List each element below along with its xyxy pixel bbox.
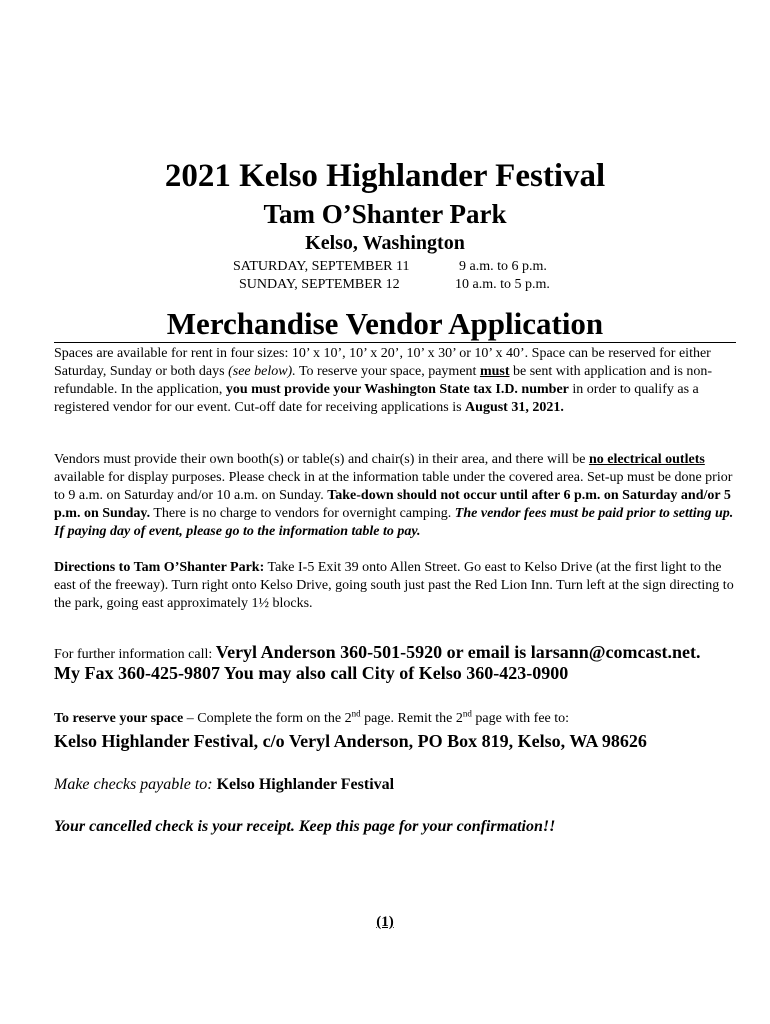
spaces-paragraph: Spaces are available for rent in four sizes: 10’ x 10’, 10’ x 20’, 10’ x 30’ or 10’ x 40’. Space can be reserved for either Saturday, Sunday or both days (see below). To reserve your space, payment must be sent with application and is non-refundable. In the application, you must provide your Washington State tax I.D. number in order to qualify as a registered vendor for our event. Cut-off date for receiving applications is August 31, 2021. bbox=[54, 346, 713, 415]
contact-line-1: For further information call: Veryl Anderson 360-501-5920 or email is larsann@comcast.net. bbox=[54, 642, 701, 662]
schedule-day-sunday: SUNDAY, SEPTEMBER 12 bbox=[239, 277, 400, 292]
schedule-hours-saturday: 9 a.m. to 6 p.m. bbox=[459, 259, 547, 274]
heading-divider bbox=[54, 342, 736, 343]
park-name: Tam O’Shanter Park bbox=[263, 199, 507, 229]
application-heading: Merchandise Vendor Application bbox=[166, 306, 604, 341]
mailing-address: Kelso Highlander Festival, c/o Veryl Anderson, PO Box 819, Kelso, WA 98626 bbox=[54, 731, 647, 751]
vendors-paragraph: Vendors must provide their own booth(s) or table(s) and chair(s) in their area, and there will be no electrical outlets available for display purposes. Please check in at the information table under the covered area. Set-up must be done prior to 9 a.m. on Saturday and/or 10 a.m. on Sunday. Take-down should not occur until after 6 p.m. on Saturday and/or 5 p.m. on Sunday. There is no charge to vendors for overnight camping. The vendor fees must be paid prior to setting up. If paying day of event, please go to the information table to pay. bbox=[54, 452, 734, 539]
payable-line: Make checks payable to: Kelso Highlander Festival bbox=[54, 776, 395, 793]
receipt-note: Your cancelled check is your receipt. Keep this page for your confirmation!! bbox=[54, 818, 556, 835]
festival-title: 2021 Kelso Highlander Festival bbox=[164, 158, 606, 194]
directions-paragraph: Directions to Tam O’Shanter Park: Take I-5 Exit 39 onto Allen Street. Go east to Kelso Drive (at the first light to the east of the freeway). Turn right onto Kelso Drive, going south just past the Red Lion Inn. Turn left at the sign directing to the park, going east approximately 1½ blocks. bbox=[54, 560, 734, 611]
city-name: Kelso, Washington bbox=[305, 232, 465, 254]
page-number: (1) bbox=[376, 914, 394, 930]
contact-email: Veryl Anderson 360-501-5920 or email is larsann@comcast.net. bbox=[215, 642, 701, 662]
contact-line-2: My Fax 360-425-9807 You may also call City of Kelso 360-423-0900 bbox=[54, 663, 569, 683]
schedule-day-saturday: SATURDAY, SEPTEMBER 11 bbox=[233, 259, 410, 274]
schedule-hours-sunday: 10 a.m. to 5 p.m. bbox=[455, 277, 550, 292]
reserve-instructions: To reserve your space – Complete the form on the 2nd page. Remit the 2nd page with fee to: bbox=[54, 708, 570, 726]
